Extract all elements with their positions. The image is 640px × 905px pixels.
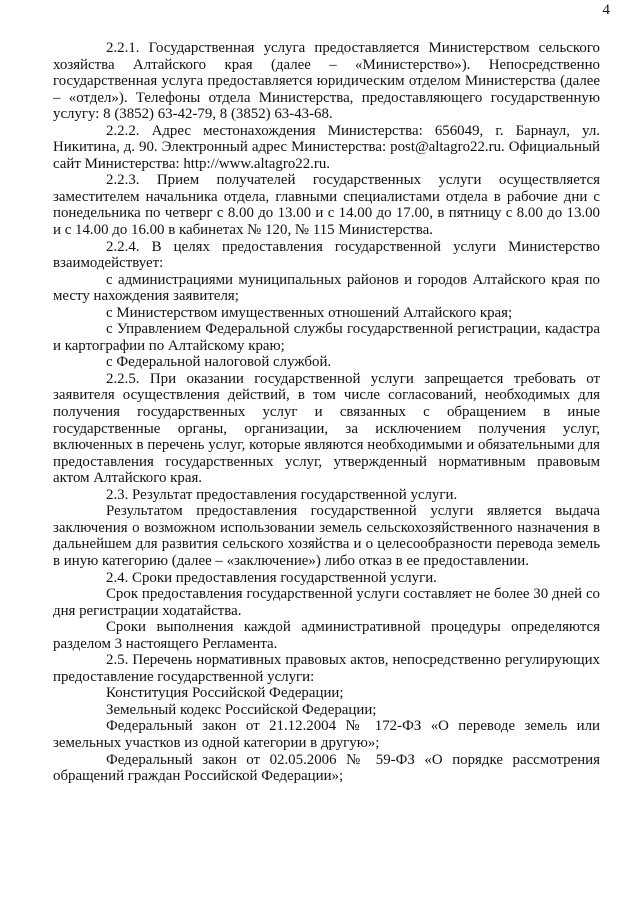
list-item-constitution: Конституция Российской Федерации; [106,685,344,702]
paragraph-2-2-3: 2.2.3. Прием получателей государственных услуги осуществляется заместителем начальника отдела, главными специалистами отдела в рабочие дни с понедельника по четверг с 8.00 до 13.00 и с 14.00 до 17.00, в пятницу с 8.00 до 13.00 и с 14.00 до 16.00 в кабинетах № 120, № 115 Министерства. [53,172,600,239]
list-item-law-172: Федеральный закон от 21.12.2004 № 172-ФЗ «О переводе земель или земельных участков из одной категории в другую»; [53,718,600,751]
heading-2-4: 2.4. Сроки предоставления государственной услуги. [106,569,437,586]
list-item-tax-service: с Федеральной налоговой службой. [106,354,332,371]
heading-2-5: 2.5. Перечень нормативных правовых актов, непосредственно регулирующих предоставление государственной услуги: [53,652,600,685]
document-body [53,40,600,785]
paragraph-term: Срок предоставления государственной услуги составляет не более 30 дней со дня регистрации ходатайства. [53,586,600,619]
paragraph-procedure-terms: Сроки выполнения каждой административной процедуры определяются разделом 3 настоящего Регламента. [53,619,600,652]
list-item-property-ministry: с Министерством имущественных отношений Алтайского края; [106,304,513,321]
list-item-registration-service: с Управлением Федеральной службы государственной регистрации, кадастра и картографии по Алтайскому краю; [53,321,600,354]
paragraph-result: Результатом предоставления государственной услуги является выдача заключения о возможном использовании земель сельскохозяйственного назначения в дальнейшем для развития сельского хозяйства и о целесообразности перевода земель в иную категорию (далее – «заключение») либо отказ в ее предоставлении. [53,503,600,569]
list-item-law-59: Федеральный закон от 02.05.2006 № 59-ФЗ «О порядке рассмотрения обращений граждан Российской Федерации»; [53,751,600,785]
heading-2-3: 2.3. Результат предоставления государственной услуги. [106,486,458,503]
paragraph-2-2-5: 2.2.5. При оказании государственной услуги запрещается требовать от заявителя осуществления действий, в том числе согласований, необходимых для получения государственных услуг и связанных с обращением в иные государственные органы, организации, за исключением получения услуг, включенных в перечень услуг, которые являются необходимыми и обязательными для предоставления государственных услуг, утвержденный нормативным правовым актом Алтайского края. [53,370,600,487]
page-number: 4 [602,2,610,18]
paragraph-2-2-2: 2.2.2. Адрес местонахождения Министерства: 656049, г. Барнаул, ул. Никитина, д. 90. Электронный адрес Министерства: post@altagro22.ru. Официальный сайт Министерства: http://www.altagro22.ru. [53,122,600,172]
paragraph-2-2-4: 2.2.4. В целях предоставления государственной услуги Министерство взаимодействует: [53,238,600,272]
paragraph-2-2-1: 2.2.1. Государственная услуга предоставляется Министерством сельского хозяйства Алтайского края (далее – «Министерство»). Непосредственно государственная услуга предоставляется юридическим отделом Министерства (далее – «отдел»). Телефоны отдела Министерства, предоставляющего государственную услугу: 8 (3852) 63-42-79, 8 (3852) 63-43-68. [53,40,600,123]
list-item-municipal: с администрациями муниципальных районов и городов Алтайского края по месту нахождения заявителя; [53,271,600,305]
list-item-land-code: Земельный кодекс Российской Федерации; [106,701,377,718]
